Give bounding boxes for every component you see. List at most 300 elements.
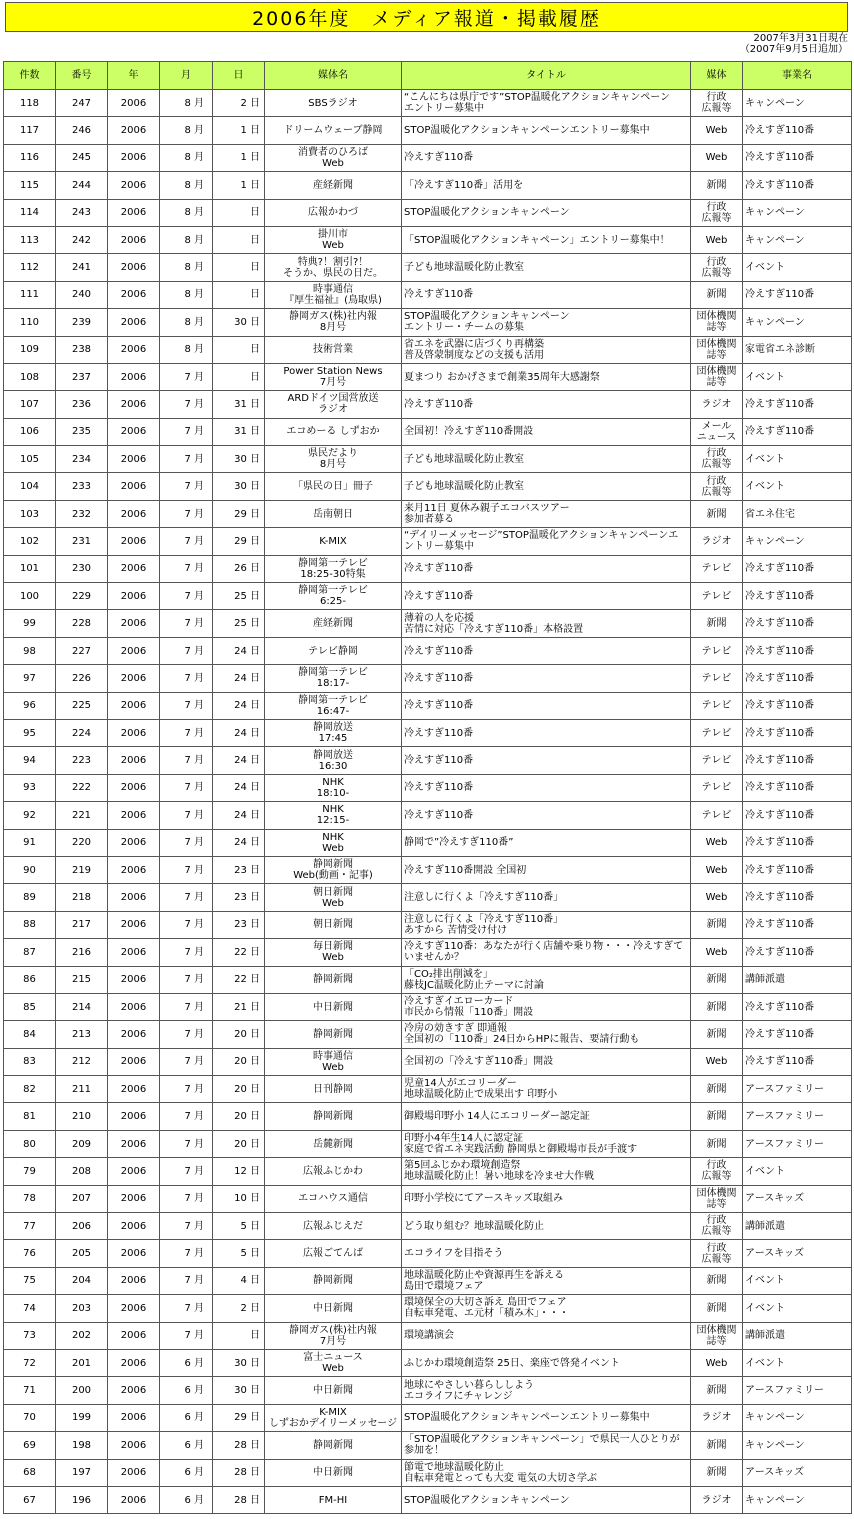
row-media-name bbox=[265, 856, 402, 883]
row-title-line: 注意しに行くよ「冷えすぎ110番」 bbox=[404, 892, 564, 904]
row-media-type-line: 団体機関 bbox=[696, 1187, 737, 1199]
row-media-name bbox=[265, 966, 402, 993]
row-media-name bbox=[265, 363, 402, 390]
table-row bbox=[4, 363, 852, 390]
row-media-type bbox=[691, 226, 743, 253]
table-row bbox=[4, 829, 852, 856]
row-media-name-line: 岳麓新聞 bbox=[313, 1138, 353, 1150]
row-year: 2006 bbox=[108, 199, 160, 226]
row-media-type bbox=[691, 1267, 743, 1294]
row-media-type-line: テレビ bbox=[701, 700, 732, 712]
row-title-line: 児童14人がエコリーダー bbox=[404, 1078, 517, 1090]
row-year: 2006 bbox=[108, 939, 160, 966]
row-title-line: 夏まつり おかげさまで創業35周年大感謝祭 bbox=[404, 371, 600, 383]
table-row bbox=[4, 1459, 852, 1486]
row-year: 2006 bbox=[108, 884, 160, 911]
row-month: 7 月 bbox=[160, 692, 213, 719]
row-number: 200 bbox=[56, 1377, 108, 1404]
row-media-type-line: ラジオ bbox=[701, 1494, 732, 1506]
row-title-line: 地球温暖化防止や資源再生を訴える bbox=[404, 1269, 564, 1281]
row-media-name bbox=[265, 637, 402, 664]
row-count: 68 bbox=[4, 1459, 56, 1486]
row-media-name-line: 産経新聞 bbox=[313, 179, 353, 191]
table-row bbox=[4, 884, 852, 911]
table-row bbox=[4, 993, 852, 1020]
row-media-type-line: 団体機関 bbox=[696, 366, 737, 378]
row-title bbox=[402, 281, 691, 308]
row-day: 23 日 bbox=[213, 856, 265, 883]
row-title-line: 冷えすぎ110番 bbox=[404, 289, 474, 301]
row-media-type bbox=[691, 1322, 743, 1349]
row-month: 7 月 bbox=[160, 1295, 213, 1322]
row-year: 2006 bbox=[108, 1213, 160, 1240]
row-number: 220 bbox=[56, 829, 108, 856]
table-row bbox=[4, 1404, 852, 1431]
row-title bbox=[402, 1295, 691, 1322]
row-number: 246 bbox=[56, 117, 108, 144]
row-title-line: 冷えすぎ110番 bbox=[404, 809, 474, 821]
row-title bbox=[402, 1349, 691, 1376]
row-media-type bbox=[691, 856, 743, 883]
row-media-type-line: 広報等 bbox=[701, 1226, 732, 1238]
row-title-line: 静岡で”冷えすぎ110番” bbox=[404, 837, 514, 849]
row-number: 215 bbox=[56, 966, 108, 993]
row-day: 30 日 bbox=[213, 1377, 265, 1404]
row-media-name-line: ドリームウェーブ静岡 bbox=[283, 125, 383, 137]
row-title-line: 冷えすぎ110番 bbox=[404, 590, 474, 602]
row-media-name-line: 静岡新聞 bbox=[313, 1275, 353, 1287]
row-project: アースファミリー bbox=[743, 1103, 852, 1130]
row-media-type bbox=[691, 747, 743, 774]
row-year: 2006 bbox=[108, 1349, 160, 1376]
row-day: 1 日 bbox=[213, 172, 265, 199]
row-month: 6 月 bbox=[160, 1486, 213, 1513]
row-count: 70 bbox=[4, 1404, 56, 1431]
row-project: キャンペーン bbox=[743, 199, 852, 226]
row-title bbox=[402, 199, 691, 226]
row-project: 冷えすぎ110番 bbox=[743, 117, 852, 144]
row-media-name-line: 富士ニュース bbox=[303, 1352, 363, 1364]
row-media-type-line: ラジオ bbox=[701, 535, 732, 547]
row-media-name-line: K-MIX bbox=[319, 1406, 347, 1418]
row-media-type-line: 行政 bbox=[706, 448, 727, 460]
table-row bbox=[4, 747, 852, 774]
row-project: キャンペーン bbox=[743, 90, 852, 117]
row-media-type-line: Web bbox=[705, 152, 728, 164]
header-day: 日 bbox=[213, 62, 265, 90]
row-media-type-line: 新聞 bbox=[706, 1083, 727, 1095]
row-media-type bbox=[691, 1404, 743, 1431]
row-year: 2006 bbox=[108, 391, 160, 418]
row-media-type bbox=[691, 199, 743, 226]
row-media-name-line: 日刊静岡 bbox=[313, 1083, 353, 1095]
row-project: イベント bbox=[743, 1267, 852, 1294]
row-number: 239 bbox=[56, 309, 108, 336]
row-count: 95 bbox=[4, 719, 56, 746]
row-number: 244 bbox=[56, 172, 108, 199]
row-title-line: 参加を！ bbox=[404, 1445, 444, 1457]
row-year: 2006 bbox=[108, 637, 160, 664]
row-title-line: 第5回ふじかわ環境創造祭 bbox=[404, 1160, 521, 1172]
row-count: 104 bbox=[4, 473, 56, 500]
row-media-name bbox=[265, 473, 402, 500]
row-year: 2006 bbox=[108, 802, 160, 829]
row-number: 237 bbox=[56, 363, 108, 390]
row-count: 88 bbox=[4, 911, 56, 938]
row-day: 20 日 bbox=[213, 1130, 265, 1157]
as-of-line: （2007年9月5日追加） bbox=[739, 44, 848, 55]
row-month: 7 月 bbox=[160, 1103, 213, 1130]
row-media-type-line: メール bbox=[701, 420, 732, 432]
table-row bbox=[4, 1322, 852, 1349]
row-media-name bbox=[265, 747, 402, 774]
row-media-type-line: 行政 bbox=[706, 1215, 727, 1227]
row-number: 224 bbox=[56, 719, 108, 746]
row-media-type bbox=[691, 1158, 743, 1185]
row-media-name-line: 静岡第一テレビ bbox=[298, 557, 368, 569]
row-media-name-line: 中日新聞 bbox=[313, 1302, 353, 1314]
row-project: キャンペーン bbox=[743, 1486, 852, 1513]
row-title-line: 家庭で省エネ実践活動 静岡県と御殿場市長が手渡す bbox=[404, 1144, 638, 1156]
row-title bbox=[402, 1267, 691, 1294]
row-year: 2006 bbox=[108, 528, 160, 555]
row-count: 108 bbox=[4, 363, 56, 390]
row-media-type bbox=[691, 692, 743, 719]
row-media-name-line: 『厚生福祉』(鳥取県) bbox=[284, 294, 382, 306]
row-number: 223 bbox=[56, 747, 108, 774]
row-title bbox=[402, 610, 691, 637]
row-title-line: 市民から情報「110番」開設 bbox=[404, 1007, 534, 1019]
row-title-line: 自転車発電とっても大変 電気の大切さ学ぶ bbox=[404, 1472, 597, 1484]
row-project: 講師派遣 bbox=[743, 1322, 852, 1349]
row-count: 101 bbox=[4, 555, 56, 582]
row-year: 2006 bbox=[108, 363, 160, 390]
row-title-line: 子ども地球温暖化防止教室 bbox=[404, 481, 524, 493]
row-title bbox=[402, 90, 691, 117]
row-project: 冷えすぎ110番 bbox=[743, 747, 852, 774]
row-media-name bbox=[265, 1295, 402, 1322]
row-title-line: エントリー・チームの募集 bbox=[404, 322, 524, 334]
row-title bbox=[402, 1404, 691, 1431]
row-media-type-line: 新聞 bbox=[706, 1275, 727, 1287]
row-year: 2006 bbox=[108, 555, 160, 582]
row-year: 2006 bbox=[108, 226, 160, 253]
row-day: 29 日 bbox=[213, 528, 265, 555]
row-media-name-line: 広報ふじかわ bbox=[303, 1165, 363, 1177]
row-count: 74 bbox=[4, 1295, 56, 1322]
row-title bbox=[402, 993, 691, 1020]
header-month: 月 bbox=[160, 62, 213, 90]
row-media-type bbox=[691, 1240, 743, 1267]
row-media-type-line: テレビ bbox=[701, 645, 732, 657]
row-title bbox=[402, 939, 691, 966]
table-row bbox=[4, 1048, 852, 1075]
row-media-name bbox=[265, 1240, 402, 1267]
row-count: 94 bbox=[4, 747, 56, 774]
row-count: 83 bbox=[4, 1048, 56, 1075]
row-title-line: 節電で地球温暖化防止 bbox=[404, 1461, 504, 1473]
row-project: 冷えすぎ110番 bbox=[743, 911, 852, 938]
row-media-name-line: 掛川市 bbox=[318, 229, 348, 241]
row-media-type bbox=[691, 802, 743, 829]
row-number: 236 bbox=[56, 391, 108, 418]
row-media-type bbox=[691, 911, 743, 938]
row-count: 113 bbox=[4, 226, 56, 253]
row-title bbox=[402, 1486, 691, 1513]
row-media-type-line: 新聞 bbox=[706, 1385, 727, 1397]
row-year: 2006 bbox=[108, 254, 160, 281]
row-month: 6 月 bbox=[160, 1349, 213, 1376]
row-media-type-line: テレビ bbox=[701, 672, 732, 684]
row-project: 冷えすぎ110番 bbox=[743, 1021, 852, 1048]
row-number: 240 bbox=[56, 281, 108, 308]
table-row bbox=[4, 144, 852, 171]
row-year: 2006 bbox=[108, 747, 160, 774]
row-title bbox=[402, 856, 691, 883]
row-media-name-line: 静岡ガス(株)社内報 bbox=[289, 1324, 377, 1336]
row-number: 243 bbox=[56, 199, 108, 226]
row-media-name-line: Web bbox=[322, 897, 344, 909]
row-media-type bbox=[691, 144, 743, 171]
row-media-name-line: 「県民の日」冊子 bbox=[293, 481, 373, 493]
row-media-name-line: Web bbox=[322, 240, 344, 252]
row-count: 98 bbox=[4, 637, 56, 664]
row-month: 7 月 bbox=[160, 637, 213, 664]
row-media-name-line: テレビ静岡 bbox=[308, 645, 358, 657]
row-media-name-line: 8月号 bbox=[319, 322, 347, 334]
row-project: 冷えすぎ110番 bbox=[743, 1048, 852, 1075]
row-media-type-line: 団体機関 bbox=[696, 1324, 737, 1336]
row-month: 7 月 bbox=[160, 1130, 213, 1157]
row-media-name-line: 広報かわづ bbox=[308, 207, 358, 219]
row-year: 2006 bbox=[108, 966, 160, 993]
row-title-line: 冷えすぎ110番 bbox=[404, 672, 474, 684]
row-project: 冷えすぎ110番 bbox=[743, 610, 852, 637]
row-day: 日 bbox=[213, 363, 265, 390]
row-day: 日 bbox=[213, 226, 265, 253]
row-media-name-line: そうか、県民の日だ。 bbox=[283, 267, 383, 279]
row-media-type-line: ニュース bbox=[696, 431, 737, 443]
row-title bbox=[402, 1048, 691, 1075]
row-media-name-line: 毎日新聞 bbox=[313, 941, 353, 953]
row-media-name-line: 静岡放送 bbox=[313, 749, 353, 761]
table-row bbox=[4, 281, 852, 308]
row-media-type-line: テレビ bbox=[701, 755, 732, 767]
row-year: 2006 bbox=[108, 1103, 160, 1130]
row-media-name-line: 17:45 bbox=[318, 733, 348, 745]
row-media-type-line: Web bbox=[705, 125, 728, 137]
row-month: 7 月 bbox=[160, 1048, 213, 1075]
row-year: 2006 bbox=[108, 1322, 160, 1349]
row-month: 7 月 bbox=[160, 1185, 213, 1212]
row-media-name-line: 6:25- bbox=[319, 596, 347, 608]
row-media-name bbox=[265, 993, 402, 1020]
row-title-line: 注意しに行くよ「冷えすぎ110番」 bbox=[404, 913, 564, 925]
row-count: 105 bbox=[4, 446, 56, 473]
row-month: 7 月 bbox=[160, 1213, 213, 1240]
row-number: 197 bbox=[56, 1459, 108, 1486]
row-title bbox=[402, 719, 691, 746]
row-media-name-line: NHK bbox=[322, 831, 344, 843]
row-project: キャンペーン bbox=[743, 226, 852, 253]
row-media-type-line: 新聞 bbox=[706, 179, 727, 191]
row-month: 8 月 bbox=[160, 336, 213, 363]
row-project: アースファミリー bbox=[743, 1076, 852, 1103]
row-count: 93 bbox=[4, 774, 56, 801]
row-project: イベント bbox=[743, 254, 852, 281]
header-number: 番号 bbox=[56, 62, 108, 90]
row-count: 102 bbox=[4, 528, 56, 555]
row-project: 冷えすぎ110番 bbox=[743, 719, 852, 746]
row-title-line: STOP温暖化アクションキャンペーン bbox=[404, 207, 570, 219]
row-year: 2006 bbox=[108, 309, 160, 336]
row-title-line: どう取り組む？地球温暖化防止 bbox=[404, 1220, 544, 1232]
row-title-line: 来月11日 夏休み親子エコバスツアー bbox=[404, 503, 570, 515]
row-media-type-line: 行政 bbox=[706, 1242, 727, 1254]
row-title bbox=[402, 1158, 691, 1185]
row-media-type bbox=[691, 363, 743, 390]
row-month: 7 月 bbox=[160, 802, 213, 829]
row-number: 218 bbox=[56, 884, 108, 911]
row-media-name-line: Web(動画・記事) bbox=[293, 870, 373, 882]
row-day: 26 日 bbox=[213, 555, 265, 582]
row-media-name bbox=[265, 1322, 402, 1349]
table-row bbox=[4, 802, 852, 829]
row-media-name-line: 静岡第一テレビ bbox=[298, 585, 368, 597]
table-row bbox=[4, 1103, 852, 1130]
row-title bbox=[402, 555, 691, 582]
row-title-line: 全国初の「冷えすぎ110番」開設 bbox=[404, 1056, 554, 1068]
row-year: 2006 bbox=[108, 719, 160, 746]
row-month: 7 月 bbox=[160, 856, 213, 883]
header-title: タイトル bbox=[402, 62, 691, 90]
row-title bbox=[402, 144, 691, 171]
row-month: 6 月 bbox=[160, 1377, 213, 1404]
row-count: 107 bbox=[4, 391, 56, 418]
row-year: 2006 bbox=[108, 583, 160, 610]
row-count: 78 bbox=[4, 1185, 56, 1212]
row-month: 7 月 bbox=[160, 719, 213, 746]
row-media-name-line: 静岡ガス(株)社内報 bbox=[289, 311, 377, 323]
table-row bbox=[4, 446, 852, 473]
row-count: 109 bbox=[4, 336, 56, 363]
row-month: 7 月 bbox=[160, 555, 213, 582]
row-media-name-line: 広報ごてんば bbox=[303, 1248, 363, 1260]
row-month: 7 月 bbox=[160, 446, 213, 473]
row-number: 209 bbox=[56, 1130, 108, 1157]
row-year: 2006 bbox=[108, 90, 160, 117]
table-row bbox=[4, 528, 852, 555]
row-media-name bbox=[265, 1158, 402, 1185]
row-media-name-line: FM-HI bbox=[318, 1494, 348, 1506]
row-number: 202 bbox=[56, 1322, 108, 1349]
row-day: 24 日 bbox=[213, 774, 265, 801]
row-media-type-line: ラジオ bbox=[701, 398, 732, 410]
row-title-line: 藤枝JC温暖化防止テーマに討論 bbox=[404, 979, 544, 991]
row-title bbox=[402, 692, 691, 719]
row-year: 2006 bbox=[108, 829, 160, 856]
row-media-name-line: ARDドイツ国営放送 bbox=[287, 393, 379, 405]
row-title-line: 冷えすぎイエローカード bbox=[404, 996, 514, 1008]
row-project: 冷えすぎ110番 bbox=[743, 856, 852, 883]
row-day: 28 日 bbox=[213, 1486, 265, 1513]
row-year: 2006 bbox=[108, 446, 160, 473]
row-title-line: エントリー募集中 bbox=[404, 103, 484, 115]
row-media-type bbox=[691, 1048, 743, 1075]
row-day: 2 日 bbox=[213, 90, 265, 117]
row-title bbox=[402, 528, 691, 555]
row-title bbox=[402, 500, 691, 527]
row-year: 2006 bbox=[108, 692, 160, 719]
row-media-type-line: 新聞 bbox=[706, 1028, 727, 1040]
row-media-type bbox=[691, 309, 743, 336]
row-year: 2006 bbox=[108, 1459, 160, 1486]
table-row bbox=[4, 117, 852, 144]
header-project: 事業名 bbox=[743, 62, 852, 90]
table-row bbox=[4, 309, 852, 336]
row-media-name bbox=[265, 1349, 402, 1376]
row-month: 7 月 bbox=[160, 1076, 213, 1103]
row-project: 冷えすぎ110番 bbox=[743, 555, 852, 582]
row-media-type bbox=[691, 583, 743, 610]
row-media-name-line: 12:15- bbox=[316, 815, 350, 827]
row-media-type-line: Web bbox=[705, 234, 728, 246]
row-media-type bbox=[691, 418, 743, 445]
row-media-type-line: 新聞 bbox=[706, 1467, 727, 1479]
row-number: 238 bbox=[56, 336, 108, 363]
table-row bbox=[4, 774, 852, 801]
row-number: 231 bbox=[56, 528, 108, 555]
row-media-name-line: 朝日新聞 bbox=[313, 886, 353, 898]
row-title-line: 冷えすぎ110番：あなたが行く店舗や乗り物・・・冷えすぎて bbox=[404, 941, 684, 953]
row-project: 冷えすぎ110番 bbox=[743, 144, 852, 171]
row-day: 日 bbox=[213, 199, 265, 226]
row-day: 21 日 bbox=[213, 993, 265, 1020]
row-day: 5 日 bbox=[213, 1213, 265, 1240]
row-title-line: 環境講演会 bbox=[404, 1330, 454, 1342]
row-title-line: エコライフを目指そう bbox=[404, 1248, 504, 1260]
row-title-line: 「冷えすぎ110番」活用を bbox=[404, 179, 524, 191]
row-title-line: 「STOP温暖化アクションキャペーン」エントリー募集中！ bbox=[404, 234, 670, 246]
table-row bbox=[4, 226, 852, 253]
row-title-line: STOP温暖化アクションキャンペーン bbox=[404, 1494, 570, 1506]
row-title-line: 冷えすぎ110番 bbox=[404, 645, 474, 657]
row-month: 8 月 bbox=[160, 226, 213, 253]
row-media-type bbox=[691, 1185, 743, 1212]
row-month: 7 月 bbox=[160, 774, 213, 801]
row-year: 2006 bbox=[108, 856, 160, 883]
row-media-name-line: Web bbox=[322, 952, 344, 964]
header-media-type: 媒体 bbox=[691, 62, 743, 90]
row-title bbox=[402, 583, 691, 610]
row-media-type bbox=[691, 446, 743, 473]
row-count: 87 bbox=[4, 939, 56, 966]
row-day: 2 日 bbox=[213, 1295, 265, 1322]
row-project: 冷えすぎ110番 bbox=[743, 583, 852, 610]
row-month: 8 月 bbox=[160, 199, 213, 226]
row-count: 91 bbox=[4, 829, 56, 856]
row-year: 2006 bbox=[108, 144, 160, 171]
row-project: 家電省エネ診断 bbox=[743, 336, 852, 363]
row-year: 2006 bbox=[108, 1048, 160, 1075]
row-media-name-line: 静岡新聞 bbox=[313, 1111, 353, 1123]
row-media-name bbox=[265, 1103, 402, 1130]
row-year: 2006 bbox=[108, 610, 160, 637]
row-day: 31 日 bbox=[213, 418, 265, 445]
row-media-type bbox=[691, 1213, 743, 1240]
as-of-line: 2007年3月31日現在 bbox=[753, 33, 848, 44]
row-media-type-line: 誌等 bbox=[706, 349, 727, 361]
